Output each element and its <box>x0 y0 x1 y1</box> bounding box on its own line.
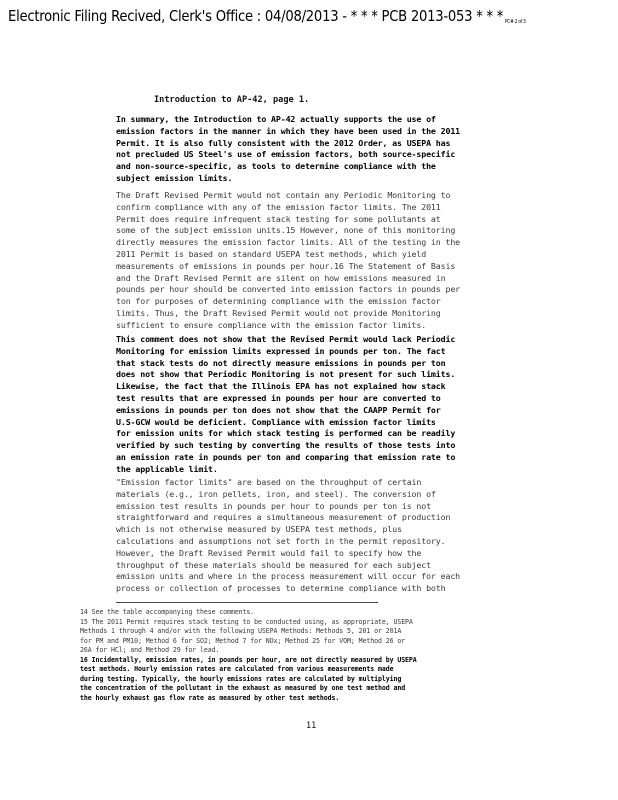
footnote-16: 16 Incidentally, emission rates, in pounds per hour, are not directly measured by USEPA test methods. Hourly emission rates are calculated from various measurements made during testing. Typically, the hourly emissions rates are calculated by multiplying the concentration of the pollutant in the exhaust as measured by one test method and the hourly exhaust gas flow rate as measured by other test methods. <box>80 656 417 702</box>
footnote-14: 14 See the table accompanying these comments. <box>80 608 255 616</box>
page-number: 11 <box>306 721 317 731</box>
page-stamp: PC# 2 of 3 <box>504 19 526 25</box>
summary-paragraph: In summary, the Introduction to AP-42 actually supports the use of emission factors in the manner in which they have been used in the 2011 Permit. It is also fully consistent with the 2012 Order, as USEPA has not precluded US Steel's use of emission factors, both source-specific and non-source-specific, as tools to determine compliance with the subject emission limits. <box>116 114 461 183</box>
second-comment-paragraph: "Emission factor limits" are based on the throughput of certain materials (e.g., iron pellets, iron, and steel). The conversion of emission test results in pounds per hour to pounds per ton is not straightforward and requires a simultaneous measurement of production which is not otherwise measured by USEPA test methods, plus calculations and assumptions not set forth in the permit repository. However, the Draft Revised Permit would fail to specify how the throughput of these materials should be measured for each subject emission units and where in the process measurement will occur for each process or collection of processes to determine compliance with both <box>116 477 461 594</box>
footnote-15: 15 The 2011 Permit requires stack testing to be conducted using, as appropriate, USEPA Methods 1 through 4 and/or with the following USEPA Methods: Methods 5, 201 or 201A for PM and PM10; Method 6 for SO2; Method 7 for NOx; Method 25 for VOM; Method 26 or 26A for HCl; and Method 29 for lead. <box>80 618 413 655</box>
footnote-divider <box>116 602 378 603</box>
quoted-comment-paragraph: The Draft Revised Permit would not contain any Periodic Monitoring to confirm compliance with any of the emission factor limits. The 2011 Permit does require infrequent stack testing for some pollutants at some of the subject emission units.15 However, none of this monitoring directly measures the emission factor limits. All of the testing in the 2011 Permit is based on standard USEPA test methods, which yield measurements of emissions in pounds per hour.16 The Statement of Basis and the Draft Revised Permit are silent on how emissions measured in pounds per hour should be converted into emission factors in pounds per ton for purposes of determining compliance with the emission factor limits. Thus, the Draft Revised Permit would not provide Monitoring sufficient to ensure compliance with the emission factor limits. <box>116 190 461 330</box>
section-heading: Introduction to AP-42, page 1. <box>154 95 310 105</box>
filing-header-text: Electronic Filing Recived, Clerk's Office : 04/08/2013 - * * * PCB 2013-053 * * * <box>8 7 504 25</box>
response-paragraph: This comment does not show that the Revised Permit would lack Periodic Monitoring for emission limits expressed in pounds per ton. The fact that stack tests do not directly measure emissions in pounds per ton does not show that Periodic Monitoring is not present for such limits. Likewise, the fact that the Illinois EPA has not explained how stack test results that are expressed in pounds per hour are converted to emissions in pounds per ton does not show that the CAAPP Permit for U.S-GCW would be deficient. Compliance with emission factor limits for emission units for which stack testing is performed can be readily verified by such testing by converting the results of those tests into an emission rate in pounds per ton and comparing that emission rate to the applicable limit. <box>116 334 456 474</box>
filing-header <box>8 6 541 26</box>
